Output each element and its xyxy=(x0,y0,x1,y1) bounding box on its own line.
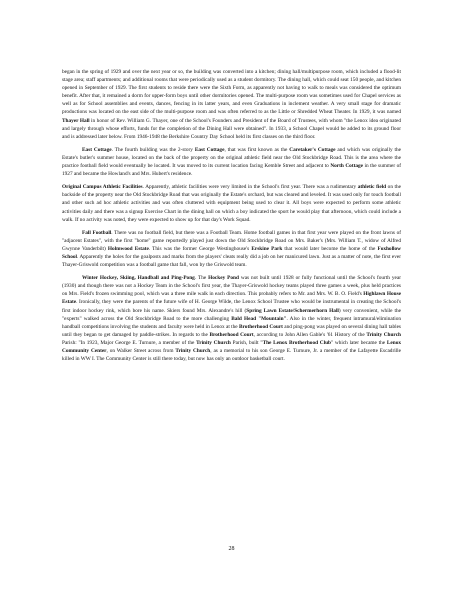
text-run: . The xyxy=(194,275,209,282)
text-run: , on Walker Street across from xyxy=(106,348,176,354)
bold-term: Holmwood Estate xyxy=(107,245,149,252)
bold-term: Thayer Hall xyxy=(62,117,90,124)
bold-term: Trinity Church xyxy=(366,331,401,338)
bold-term: North Cottage xyxy=(330,163,363,170)
text-run: . Apparently the holes for the goalposts and marks from the players' cleats really did a job on her manicured lawn. Just as a matter of note, the first ever Thayer-Griswold competition was a football game that fall, won by the Griswold team. xyxy=(62,253,401,269)
bold-term: Foxhollow School xyxy=(62,245,401,260)
bold-term: Brotherhood Court xyxy=(239,323,283,330)
text-run: " which later became the xyxy=(330,339,387,346)
text-run: on the backside of the property near the Old Stockbridge Road that was originally the Estate's orchard, but was cleared and leveled. It was used only for touch football and other such ad hoc athletic activities and was often cluttered with equipment being used to clear it. All boys were expected to perform some athletic activities daily and there was a signup Exercise Chart in the dining hall on which a boy indicated the sport he would play that afternoon, which could include a walk. If no activity was noted, they were expected to show up for that day's Work Squad. xyxy=(62,184,402,223)
bold-term: East Cottage xyxy=(194,146,225,153)
bold-term: Original Campus Athletic Facilities xyxy=(62,184,143,191)
paragraph-fall-football xyxy=(62,229,401,269)
bold-term: Highlawn House Estate xyxy=(62,291,401,306)
text-run: in honor of Rev. William G. Thayer, one of the School's Founders and President of the Board of Trustees, with whom "the Lenox idea originated and largely through whose efforts, funds for the completion of the Dining Hall were obtained". In 1933, a School Chapel would be added to its ground floor and is addressed later below. From 1946-1948 the Berkshire Country Day School held its first classes on the third floor. xyxy=(62,117,401,140)
bold-term: Caretaker's Cottage xyxy=(289,146,336,153)
text-run: . Also in the winter, frequent intramural/elimination handball competitions involving the students and faculty were held in Lenox at the xyxy=(62,315,401,330)
bold-term: Winter Hockey, Skiing, Handball and Ping-Pong xyxy=(82,275,195,282)
bold-term: The Lenox Brotherhood Club xyxy=(262,339,331,346)
bold-term: athletic field xyxy=(357,184,387,191)
bold-term: Spring Lawn Estate/Schermerhorn Hall xyxy=(246,307,339,314)
bold-term: Lenox Community Center xyxy=(62,339,402,354)
page-number: 28 xyxy=(228,546,235,552)
text-run: . There was no football field, but there was a Football Team. Home football games in that first year were played on the front lawns of "adjacent Estates", with the first "home" game reportedly played just down the Old Stockbridge Road on Mrs. Baker's (Mrs. William T., widow of Alfred Gwynne Vanderbilt) xyxy=(62,229,401,252)
paragraph-winter-sports xyxy=(62,274,401,363)
text-run: . Apparently, athletic facilities were very limited in the School's first year. There was a rudimentary xyxy=(142,184,358,191)
text-run: . Ironically, they were the parents of the future wife of H. George Wilde, the Lenox School Trustee who would be instrumental in creating the School's first indoor hockey rink, which bore his name. Skiers found Mrs. Alexandre's hill ( xyxy=(62,299,401,314)
text-run: and which was originally the Estate's butler's summer house, located on the back of the property on the original athletic field near the Old Stockbridge Road. This is the area where the practice football field would eventually be located. It was moved to its current location facing Kemble Street and adjacent to xyxy=(62,146,402,170)
bold-term: Fall Football xyxy=(82,229,112,236)
text-run: , that was first known as the xyxy=(224,146,290,153)
text-run: ) very convenient, while the "experts" walked across the Old Stockbridge Road to the more challenging xyxy=(62,307,401,322)
text-run: . This was the former George Westinghouse's xyxy=(148,245,252,252)
bold-term: Trinity Church xyxy=(196,339,231,346)
paragraph-east-cottage xyxy=(62,146,401,178)
text-run: . The fourth building was the 2-story xyxy=(111,146,195,153)
paragraph-athletic-facilities xyxy=(62,183,401,223)
bold-term: Bald Head "Mountain" xyxy=(231,315,287,322)
text-run: Parish: "In 1923, Major George E. Turnure, a member of the xyxy=(62,339,197,346)
bold-term: Hockey Pond xyxy=(208,275,239,282)
text-run: , according to John Allen Gable's '61 History of the xyxy=(253,331,367,338)
bold-term: East Cottage xyxy=(82,146,112,153)
text-run: Parish, built " xyxy=(230,339,263,346)
text-run: began in the spring of 1929 and over the next year or so, the building was converted into a kitchen; dining hall/multipurpose room, which included a flood-lit stage area; staff apartments; and additional rooms that were periodically used as a student dormitory. The dining hall, which could seat 150 people, and kitchen opened in September of 1929. The first students to reside there were the Sixth Form, as apparently not having to walk to meals was considered the optimum benefit. After that, it remained a dorm for upper-form boys until other dormitories opened. The multi-purpose room was sometimes used for Chapel services as well as for School assemblies and events, dances, fencing in its latter years, and even Graduations in inclement weather. A very small stage for dramatic productions was located on the east side of the multi-purpose room and was often referred to as the Little or Shredded Wheat Theater. In 1929, it was named xyxy=(62,69,401,116)
text-run: in the summer of 1927 and became the Howland's and Mrs. Hubert's residence. xyxy=(62,163,401,178)
paragraph-thayer-hall xyxy=(62,68,401,141)
text-run: , as a memorial to his son George E. Turnure, Jr. a member of the Lafayette Escadrille killed in WW I. The Community Center is still there today, but now has only an outdoor basketball court. xyxy=(62,348,401,363)
bold-term: Brotherhood Court xyxy=(209,331,254,338)
text-run: and ping-pong was played on several dining hall tables until they began to get damaged by paddle-strikes. In regards to the xyxy=(62,323,401,338)
text-run: that would later become the home of the xyxy=(282,245,378,252)
bold-term: Erskine Park xyxy=(251,245,283,252)
text-run: was not built until 1928 or fully functional until the School's fourth year (1930) and though there was not a Hockey Team in the School's first year, the Thayer-Griswold hockey teams played three games a week, plus held practices on Mrs. Field's frozen swimming pool, which was a three mile walk in each direction. This probably refers to Mr. and Mrs. W. B. O. Field's xyxy=(62,275,401,298)
bold-term: Trinity Church xyxy=(175,348,211,354)
document-body xyxy=(62,68,401,368)
